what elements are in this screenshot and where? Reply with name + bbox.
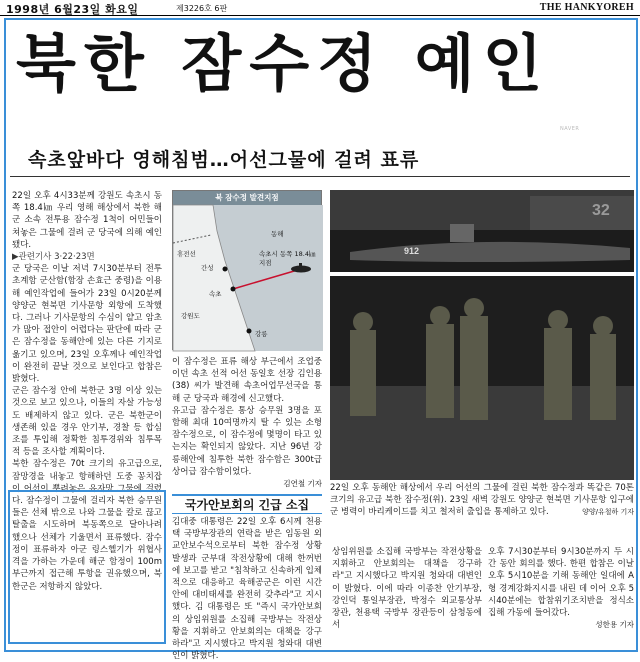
photo-credit: 양양/유철하 기자 <box>582 508 634 516</box>
issue-date: 1998년 6월23일 화요일 <box>6 3 139 16</box>
paragraph: 군은 잠수정 안에 북한군 3명 이상 있는 것으로 보고 있으나, 이들의 자살 가능성도 배제하지 않고 있다. 군은 북한군이 생존해 있을 경우 안기부, 경찰 등 합심조를 투입해 정확한 침투경위와 침투목적 등을 조사할 계획이다. <box>12 386 162 458</box>
column-1-highlight-box <box>8 490 166 644</box>
caption-text: 22일 오후 동해안 해상에서 우리 어선의 그물에 걸린 북한 잠수정과 똑같은 70톤 크기의 유고급 북한 잠수정(위). 23일 새벽 강원도 양양군 현북면 기사문항 입구에 군 병력이 바리케이드를 치고 철저히 출입을 통제하고 있다. <box>330 483 634 517</box>
hull-number-sub: 912 <box>404 246 420 256</box>
byline: 성한용 기자 <box>595 620 634 630</box>
article-column-2 <box>172 356 322 488</box>
hull-number-ship: 32 <box>592 202 610 219</box>
paragraph: 오후 7시30분부터 9시30분까지 두 시간 동안 회의를 했다. 한편 합참은 이날 오후 5시10분을 기해 동해안 일대에 A형 경계강화지시를 내린 데 이어 오후 5시40분에는 합참위기조치반을 정식소집해 가동에 들어갔다. <box>488 547 634 619</box>
map-label-sea: 동해 <box>271 230 284 238</box>
paragraph: 유고급 잠수정은 통상 승무원 3명을 포함해 최대 10여명까지 탈 수 있는 소형 잠수정으로, 이 잠수정에 몇명이 타고 있는지는 확인되지 않았다. 지난 96년 강릉해안에 침투한 북한 잠수함은 300t급 상어급 잠수함이었다. <box>172 405 322 477</box>
sokcho-marker <box>231 287 236 292</box>
map-label-dmz: 휴전선 <box>177 250 196 258</box>
headline: 북한 잠수정 예인 <box>16 27 551 100</box>
article-column-2b <box>172 516 322 662</box>
newspaper-brand: THE HANKYOREH <box>539 2 634 13</box>
map-graphic <box>173 191 323 351</box>
submarine-photo-graphic <box>330 190 634 272</box>
map-label-sokcho: 속초 <box>209 290 222 298</box>
paragraph: 북한 잠수정은 70t 크기의 유고급으로, 잠망경을 내놓고 항해하던 도중 꽁치잡이 어선이 뿌려놓은 유자망 그물에 걸렸다. 잠수정이 그물에 걸리자 북한 승무원들은 선체 밖으로 나와 그물을 칼로 끊고 탈출을 시도하며 북동쪽으로 달아나려 했으나 선체가 기울면서 표류했다. 잠수정이 표류하자 아군 링스헬기가 위협사격을 가하는 가운데 해군 함정이 100m 부근까지 접근해 투항을 권유했으며, 북한군은 저항하지 않았다. <box>12 459 162 592</box>
masthead <box>0 0 640 16</box>
subhead-divider <box>10 176 630 177</box>
paragraph: 22일 오후 4시33분께 강원도 속초시 동쪽 18.4㎞ 우리 영해 해상에서 북한 해군 소속 전투용 잠수정 1척이 어민들이 쳐놓은 그물에 걸려 군 당국에 의해 예인됐다. <box>12 191 162 250</box>
submarine-photo <box>330 190 634 272</box>
edition-number: 제3226호 6판 <box>176 4 228 13</box>
article-column-3 <box>332 546 482 646</box>
gangneung-marker <box>247 329 252 334</box>
map-label-distance: 속초시 동쪽 18.4㎞ 지점 <box>259 250 316 267</box>
paragraph: 군 당국은 이날 저녁 7시30분부터 전투초계함 군산함(함장 손효근 중령)을 이용해 예인작업에 들어가 23일 0시20분께 양양군 현북면 기사문항 외항에 도착했다. 그러나 기사문항의 수심이 얕고 암초가 많아 접안이 어렵다는 판단에 따라 군은 잠수정을 동해안에 있는 다른 기지로 옮기고 있으며, 23일 오후께나 예인작업이 완전히 끝날 것으로 보인다고 합참은 밝혔다. <box>12 264 162 385</box>
soldiers-photo-graphic <box>330 276 634 480</box>
photo-caption <box>330 482 634 538</box>
byline: 김연철 기자 <box>283 479 322 489</box>
ganseong-marker <box>223 267 228 272</box>
article-column-4 <box>488 546 634 646</box>
location-map <box>172 190 322 350</box>
map-label-gangneung: 강릉 <box>255 330 268 338</box>
map-label-ganseong: 간성 <box>201 264 214 272</box>
soldiers-photo <box>330 276 634 480</box>
subheadline: 속초앞바다 영해침범…어선그물에 걸려 표류 <box>28 149 420 171</box>
map-title: 북 잠수정 발견지점 <box>173 191 321 205</box>
paragraph: 이 잠수정은 표류 해상 부근에서 조업중이던 속초 선적 어선 동일호 선장 김인용(38) 씨가 발견해 속초어업무선국을 통해 군 당국과 해경에 신고했다. <box>172 357 322 404</box>
map-label-gangwon: 강원도 <box>181 312 200 320</box>
section-heading: 국가안보회의 긴급 소집 <box>172 494 322 514</box>
paragraph: 상임위원를 소집해 국방부는 작전상황을 지휘하고 안보회의는 대책을 강구하라"고 지시했다고 박지원 청와대 대변인이 밝혔다. 이에 따라 이종찬 안기부장, 강인덕 통일부장관, 박정수 외교통상부 장관, 천용택 국방부 장관등이 삼청동에서 <box>332 547 482 631</box>
watermark: NAVER <box>560 126 580 132</box>
related-articles-ref: ▶관련기사 3·22·23면 <box>12 252 95 263</box>
paragraph: 김대중 대통령은 22일 오후 6시께 천용택 국방부장관의 연락을 받은 임동원 외교안보수석으로부터 북한 잠수정 상황 발생과 군부대 작전상황에 대해 한꺼번에 보고를 받고 "침착하고 신속하게 입체적으로 대응하고 육해공군은 이런 시간 안에 대비태세를 완전히 갖추라"고 지시했다. 김 대통령은 또 "즉시 국가안보회의 상임위원를 소집해 국방부는 작전상황을 지휘하고 안보회의는 대책을 강구하라"고 지시했다고 박지원 청와대 대변인이 밝혔다. <box>172 517 322 662</box>
